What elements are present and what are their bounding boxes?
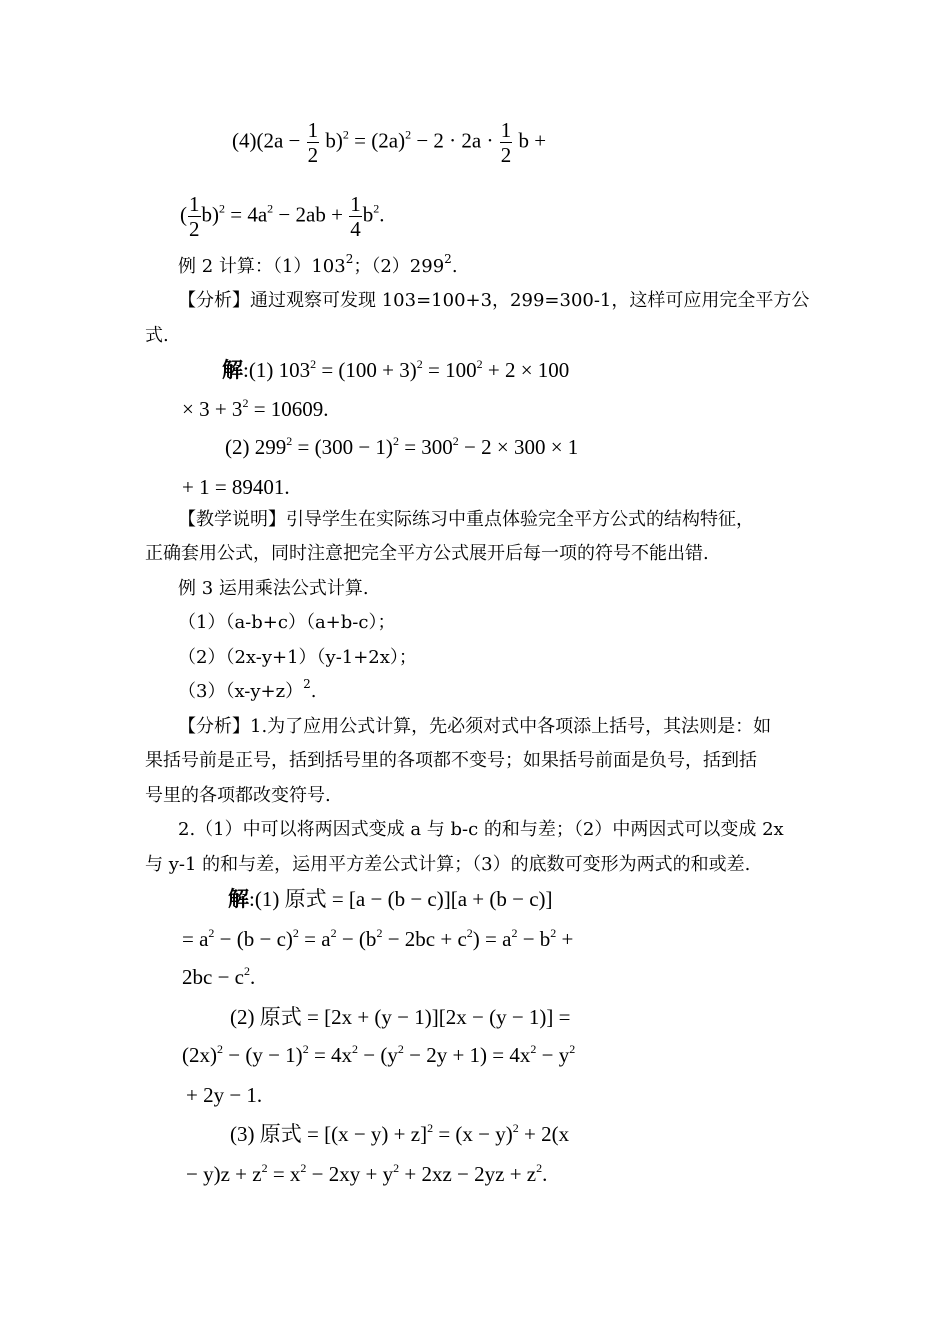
example-2-analysis-line2: 式. [145,325,169,346]
example-3-solution-line4: (2) 原式 = [2x + (y − 1)][2x − (y − 1)] = [230,1005,571,1029]
example-2-solution-line2: × $3 + 3^2 = 10609$. [182,396,329,421]
example-2-solution-line4: + 1 = 89401. [182,475,290,499]
example-3-analysis-line3: 号里的各项都改变符号. [145,785,331,806]
example-3-item1: （1）（a-b+c）（a+b-c）； [178,612,396,633]
fraction-quarter: $\frac{1}{4}$ [350,192,361,241]
example-3-title: 例 3 运用乘法公式计算. [178,578,369,599]
example-3-solution-line3: $2bc - c^2$. [182,964,256,989]
example-3-analysis-line1: 【分析】1.为了应用公式计算，先必须对式中各项添上括号，其法则是：如 [178,716,772,737]
example-3-item2: （2）（2x-y+1）（y-1+2x）； [178,647,417,668]
example-3-solution-line1: 解:(1) 原式 = [a − (b − c)][a + (b − c)] [228,887,553,911]
example-2-solution-line1: 解:(1) $103^2 = (100 + 3)^2 = 100^2 + 2 \times 100$ [222,357,570,382]
fraction-half: $\frac{1}{2}$ [307,118,319,167]
example-2-title: 例 2 计算：$(1)103^2$；$(2)299^2$. [178,252,458,277]
example-2-solution-line3: (2) $299^2 = (300 - 1)^2 = 300^2 - 2 \times 300 \times 1$ [225,434,579,459]
example-3-solution-line6: + 2y − 1. [186,1083,263,1107]
teaching-note-line2: 正确套用公式，同时注意把完全平方公式展开后每一项的符号不能出错. [145,543,709,564]
example-2-analysis-line1: 【分析】通过观察可发现 103=100+3，299=300-1，这样可应用完全平方公 [178,290,810,311]
formula-4-line1: (4)(2a − $\frac{1}{2}$ $b)^2 = (2a)^2 - 2 \cdot 2a$ · $\frac{1}{2}$ b + [232,118,547,167]
example-3-solution-line8: − $y)z + z^2 = x^2 - 2xy + y^2 + 2xz - 2yz + z^2$. [186,1161,548,1186]
fraction-half: $\frac{1}{2}$ [189,192,200,241]
example-3-analysis-line4: 2.（1）中可以将两因式变成 a 与 b-c 的和与差；（2）中两因式可以变成 2x [178,819,784,840]
example-3-solution-line5: $(2x)^2 - (y - 1)^2 = 4x^2 - (y^2 - 2y + 1) = 4x^2 - y^2$ [182,1042,576,1067]
formula-4-line2: ( $\frac{1}{2}$ $b)^2 = 4a^2 - 2ab$ + $\frac{1}{4}$ $b^2$. [180,192,385,241]
example-3-solution-line7: (3) 原式 = $[(x - y) + z]^2 = (x - y)^2 + 2(x$ [230,1121,570,1146]
example-3-solution-line2: = $a^2 - (b - c)^2 = a^2 - (b^2 - 2bc + c^2) = a^2 - b^2$ + [182,926,574,951]
example-3-analysis-line5: 与 y-1 的和与差，运用平方差公式计算；（3）的底数可变形为两式的和或差. [145,854,751,875]
example-3-item3: $(3)(x-y+z)^2$. [178,677,317,702]
fraction-half: $\frac{1}{2}$ [500,118,512,167]
example-3-analysis-line2: 果括号前是正号，括到括号里的各项都不变号；如果括号前面是负号，括到括 [145,750,757,771]
teaching-note-line1: 【教学说明】引导学生在实际练习中重点体验完全平方公式的结构特征， [178,509,754,530]
